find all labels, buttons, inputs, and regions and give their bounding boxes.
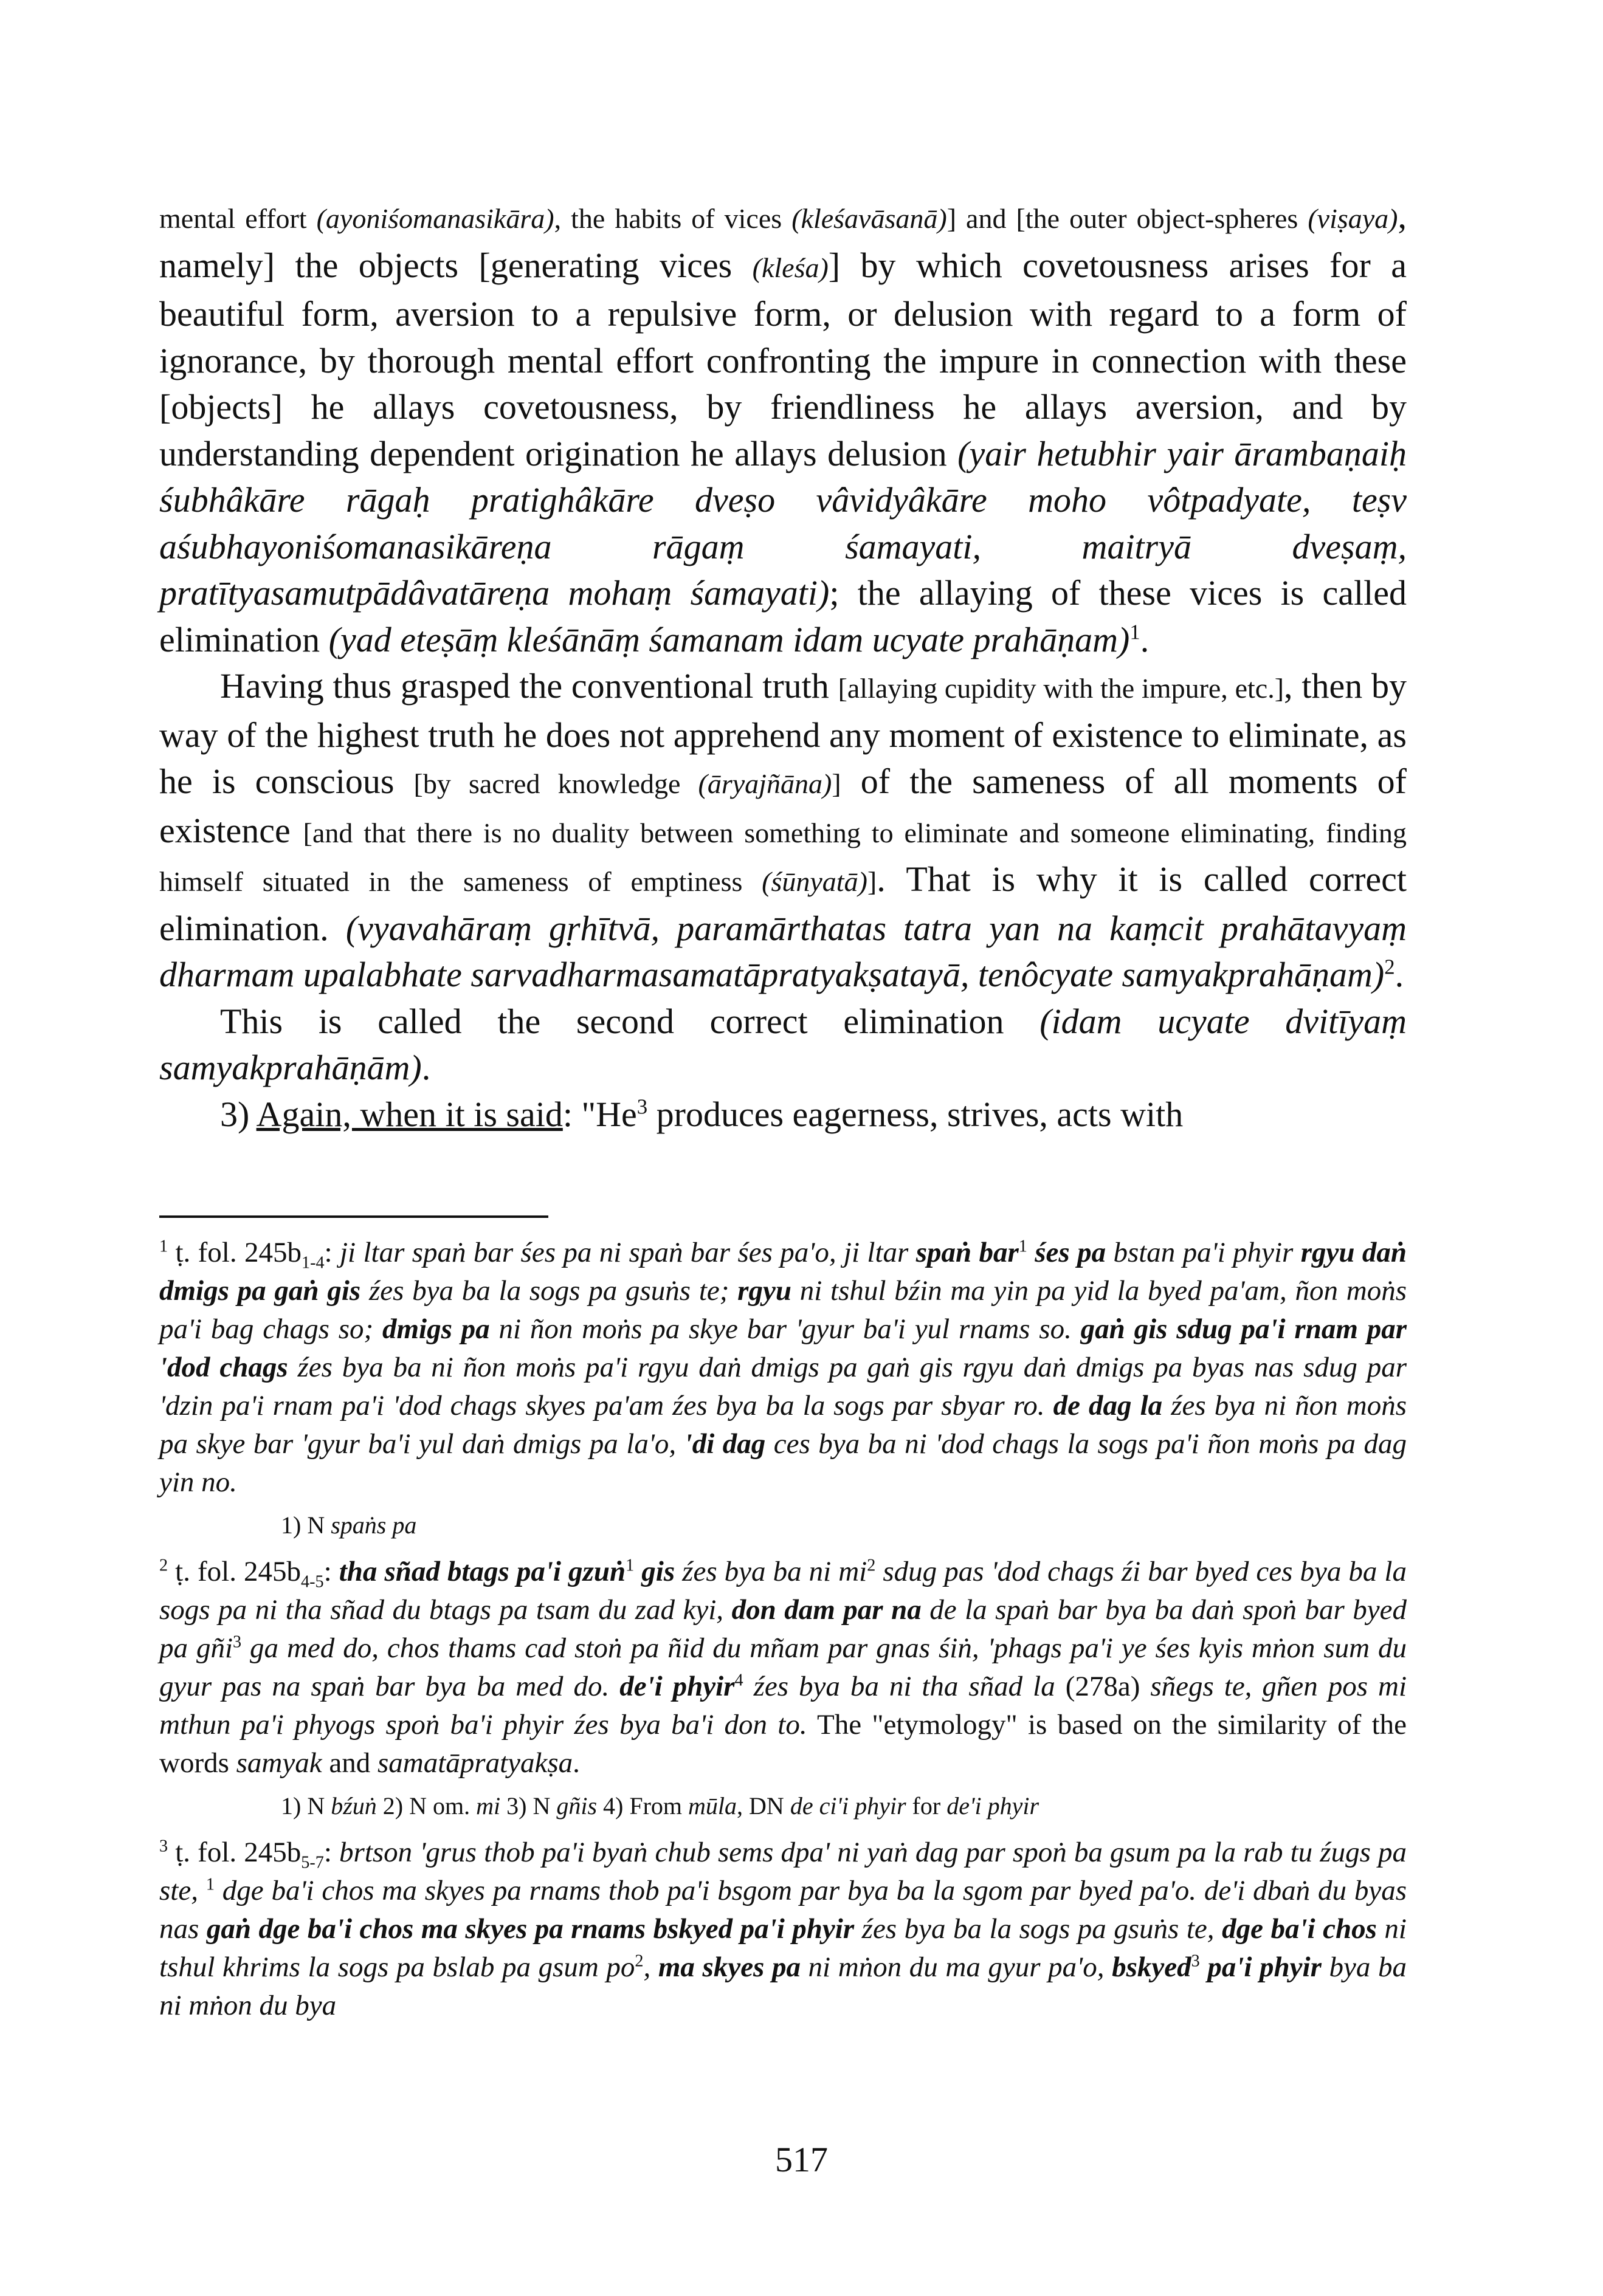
text-run: : (324, 1237, 340, 1268)
sanskrit-term: (kleśa) (752, 252, 829, 283)
tibetan-lemma: de dag la (1053, 1390, 1163, 1421)
tibetan-text: ni tshul khrims la sogs pa bslab pa gsum po (159, 1913, 1407, 1983)
line-range: 5-7 (301, 1853, 324, 1872)
tibetan-lemma: gaṅ dge ba'i chos ma skyes pa rnams bskyed pa'i phyir (206, 1913, 855, 1945)
sanskrit-term: (śūnyatā) (762, 866, 867, 897)
source-ref: ṭ. fol. 245b (168, 1556, 302, 1587)
text-run: This is called the second correct elimination (220, 1001, 1040, 1041)
variant-ref: 1 (205, 1875, 215, 1894)
variant-ref: 2 (867, 1556, 876, 1575)
footnote-ref: 1 (1129, 620, 1140, 644)
sanskrit-quote: (vyavahāraṃ gṛhītvā, paramārthatas tatra yan na kaṃcit prahātavyaṃ dharmam upalabhate sarvadharmasamatāpratyakṣatayā, tenôcyate samyakprahāṇam) (159, 908, 1407, 994)
text-run: ] (867, 866, 877, 897)
footnote-marker: 3 (159, 1837, 168, 1856)
tibetan-text: źes bya ba ni tha sñad la (743, 1671, 1066, 1702)
text-run: . That is why it is called correct elimination. (159, 859, 1407, 948)
variant-ref: 2 (635, 1951, 644, 1971)
text-run: : (323, 1837, 340, 1868)
text-run: , DN (737, 1792, 790, 1820)
sanskrit-quote: (idam ucyate dvitīyaṃ samyakprahāṇām) (159, 1001, 1407, 1087)
sanskrit-term: (āryajñāna) (698, 768, 832, 799)
tibetan-lemma: dge ba'i chos (1222, 1913, 1377, 1945)
tibetan-lemma: bskyed (1112, 1951, 1191, 1983)
tibetan-text: źes bya ba ni mi (675, 1556, 867, 1587)
tibetan-text: źes bya ni ñon moṅs pa skye bar 'gyur ba'i yul daṅ dmigs pa la'o, (159, 1390, 1407, 1460)
footnote-marker: 2 (159, 1556, 168, 1575)
variant-reading: gñis (556, 1792, 598, 1820)
variant-ref: 3 (1191, 1951, 1200, 1971)
variant-ref: 3 (233, 1632, 242, 1652)
text-run: ; the allaying of these vices is called elimination (159, 573, 1407, 659)
tibetan-text: brtson 'grus thob pa'i byaṅ chub sems dpa' ni yaṅ dag par spoṅ ba gsum pa la rab tu źugs pa ste, (159, 1837, 1407, 1906)
text-run: ] (832, 768, 841, 799)
sanskrit-quote: (yad eteṣāṃ kleśānāṃ śamanam idam ucyate prahāṇam) (328, 619, 1130, 659)
text-run: [and that there is no duality between something to eliminate and someone eliminating, finding himself situated in the sameness of emptiness (159, 817, 1407, 897)
sanskrit-term: (ayoniśomanasikāra) (316, 203, 554, 234)
page-number: 517 (775, 2140, 828, 2179)
footnote-separator (159, 1215, 548, 1218)
variant-ref: 4 (734, 1671, 743, 1690)
tibetan-text: de la spaṅ bar bya ba daṅ spoṅ bar byed pa gñi (159, 1594, 1407, 1664)
sanskrit-term: samatāpratyakṣa (377, 1747, 573, 1779)
tibetan-text: sñegs te, gñen pos mi mthun pa'i phyogs spoṅ ba'i phyir źes bya ba'i don to. (159, 1671, 1407, 1741)
tibetan-text: ni ñon moṅs pa skye bar 'gyur ba'i yul rnams so. (489, 1313, 1081, 1345)
text-run: for (906, 1792, 947, 1820)
text-run: 2) N om. (376, 1792, 477, 1820)
footnote-3 (159, 1834, 1407, 2025)
text-run: . (573, 1747, 580, 1779)
text-run: 1) N (281, 1511, 331, 1539)
tibetan-text: , (643, 1951, 658, 1983)
source-ref: ṭ. fol. 245b (168, 1237, 302, 1268)
text-run: 4) From (597, 1792, 689, 1820)
text-run: . (1140, 619, 1150, 659)
text-run: . (421, 1048, 431, 1087)
tibetan-text: ni mṅon du ma gyur pa'o, (800, 1951, 1112, 1983)
tibetan-text: sdug pas 'dod chags źi bar byed ces bya ba la sogs pa ni tha sñad du btags pa tsam du zad kyi, (159, 1556, 1407, 1626)
variant-ref: 1 (1018, 1237, 1027, 1256)
tibetan-lemma: pa'i phyir (1199, 1951, 1322, 1983)
text-run: Having thus grasped the conventional truth (220, 666, 838, 706)
text-run: [allaying cupidity with the impure, etc.] (838, 673, 1284, 704)
tibetan-lemma: tha sñad btags pa'i gzuṅ (339, 1556, 626, 1587)
sanskrit-term: (kleśavāsanā) (791, 203, 947, 234)
paragraph-3 (159, 998, 1407, 1091)
text-run: , the habits of vices (554, 203, 792, 234)
sanskrit-quote: (yair hetubhir yair ārambaṇaiḥ śubhâkāre rāgaḥ pratighâkāre dveṣo vâvidyâkāre moho vôtpadyate, teṣv aśubhayoniśomanasikāreṇa rāgaṃ śamayati, maitryā dveṣaṃ, pratītyasamutpādâvatāreṇa mohaṃ śamayati) (159, 433, 1407, 613)
paragraph-2 (159, 663, 1407, 998)
variant-reading: de'i phyir (946, 1792, 1039, 1820)
sanskrit-term: samyak (236, 1747, 322, 1779)
variant-ref: 1 (626, 1556, 635, 1575)
tibetan-lemma: gis (634, 1556, 675, 1587)
tibetan-lemma: gaṅ gis sdug pa'i rnam par 'dod chags (159, 1313, 1407, 1383)
variant-reading: mi (476, 1792, 501, 1820)
text-run: ] by which covetousness arises for a beautiful form, aversion to a repulsive form, or delusion with regard to a form of ignorance, by thorough mental effort confronting the impure in connection with these [objects] he allays covetousness, by friendliness he allays aversion, and by understanding dependent origination he allays delusion (159, 245, 1407, 473)
tibetan-text: źes bya ba ni ñon moṅs pa'i rgyu daṅ dmigs pa gaṅ gis rgyu daṅ dmigs pa byas nas sdug par 'dzin pa'i rnam pa'i 'dod chags skyes pa'am źes bya ba la sogs par sbyar ro. (159, 1352, 1407, 1421)
footnote-ref: 3 (636, 1095, 648, 1119)
text-run: The "etymology" is based on the similarity of the words (159, 1709, 1407, 1779)
tibetan-lemma: de'i phyir (619, 1671, 735, 1702)
tibetan-lemma: don dam par na (731, 1594, 922, 1626)
tibetan-text: dge ba'i chos ma skyes pa rnams thob pa'i bsgom par bya ba la sgom par byed pa'o. de'i dbaṅ du byas nas (159, 1875, 1407, 1945)
tibetan-lemma: śes pa (1027, 1237, 1106, 1268)
footnote-marker: 1 (159, 1237, 168, 1256)
text-run: 1) N (281, 1792, 331, 1820)
tibetan-lemma: spaṅ bar (915, 1237, 1019, 1268)
tibetan-text: bstan pa'i phyir (1106, 1237, 1301, 1268)
footnote-1 (159, 1234, 1407, 1502)
footnote-ref: 2 (1384, 955, 1395, 979)
text-run: , namely] the objects [generating vices (159, 196, 1407, 285)
tibetan-text: źes bya ba la sogs pa gsuṅs te; (360, 1275, 738, 1307)
tibetan-text: źes bya ba la sogs pa gsuṅs te, (854, 1913, 1222, 1945)
variant-reading: spaṅs pa (331, 1511, 417, 1539)
footnote-2 (159, 1553, 1407, 1782)
paragraph-4 (159, 1091, 1407, 1138)
text-run: 3) N (500, 1792, 557, 1820)
text-run: 3) (220, 1094, 257, 1134)
folio-ref: (278a) (1065, 1671, 1140, 1702)
line-range: 4-5 (301, 1572, 324, 1592)
tibetan-text: ces bya ba ni 'dod chags la sogs pa'i ñon moṅs pa dag yin no. (159, 1428, 1407, 1498)
tibetan-text: ni tshul bźin ma yin pa yid la byed pa'am, ñon moṅs pa'i bag chags so; (159, 1275, 1407, 1345)
text-run: : "He (562, 1094, 637, 1134)
source-ref: ṭ. fol. 245b (168, 1837, 302, 1868)
variant-reading: bźuṅ (331, 1792, 377, 1820)
underlined-phrase: Again, when it is said (256, 1094, 563, 1134)
variant-readings-2 (159, 1790, 1407, 1823)
tibetan-lemma: dmigs pa (382, 1313, 490, 1345)
line-range: 1-4 (301, 1253, 325, 1273)
tibetan-text: ga med do, chos thams cad stoṅ pa ñid du mñam par gnas śiṅ, 'phags pa'i ye śes kyis mṅon sum du gyur pas na spaṅ bar bya ba med do. (159, 1632, 1407, 1702)
text-run: , then by way of the highest truth he does not apprehend any moment of existence to eliminate, as he is conscious (159, 666, 1407, 801)
text-run: and (322, 1747, 377, 1779)
tibetan-lemma: 'di dag (684, 1428, 766, 1460)
text-run: : (323, 1556, 339, 1587)
variant-readings-1 (159, 1509, 1407, 1542)
text-run: . (1394, 955, 1404, 994)
tibetan-text: ji ltar spaṅ bar śes pa ni spaṅ bar śes pa'o, ji ltar (339, 1237, 916, 1268)
variant-reading: de ci'i phyir (790, 1792, 906, 1820)
tibetan-text: bya ba ni mṅon du bya (159, 1951, 1407, 2021)
text-run: produces eagerness, strives, acts with (647, 1094, 1184, 1134)
text-run: mental effort (159, 203, 317, 234)
footnotes (159, 1234, 1407, 2032)
main-text (159, 193, 1407, 1138)
tibetan-lemma: ma skyes pa (658, 1951, 801, 1983)
paragraph-1 (159, 193, 1407, 663)
text-run: ] and [the outer object-spheres (946, 203, 1308, 234)
sanskrit-term: (viṣaya) (1308, 203, 1398, 234)
variant-reading: mūla (688, 1792, 737, 1820)
tibetan-lemma: rgyu daṅ dmigs pa gaṅ gis (159, 1237, 1407, 1307)
text-run: [by sacred knowledge (413, 768, 698, 799)
text-run: of the sameness of all moments of existence (159, 761, 1407, 850)
tibetan-lemma: rgyu (737, 1275, 791, 1307)
